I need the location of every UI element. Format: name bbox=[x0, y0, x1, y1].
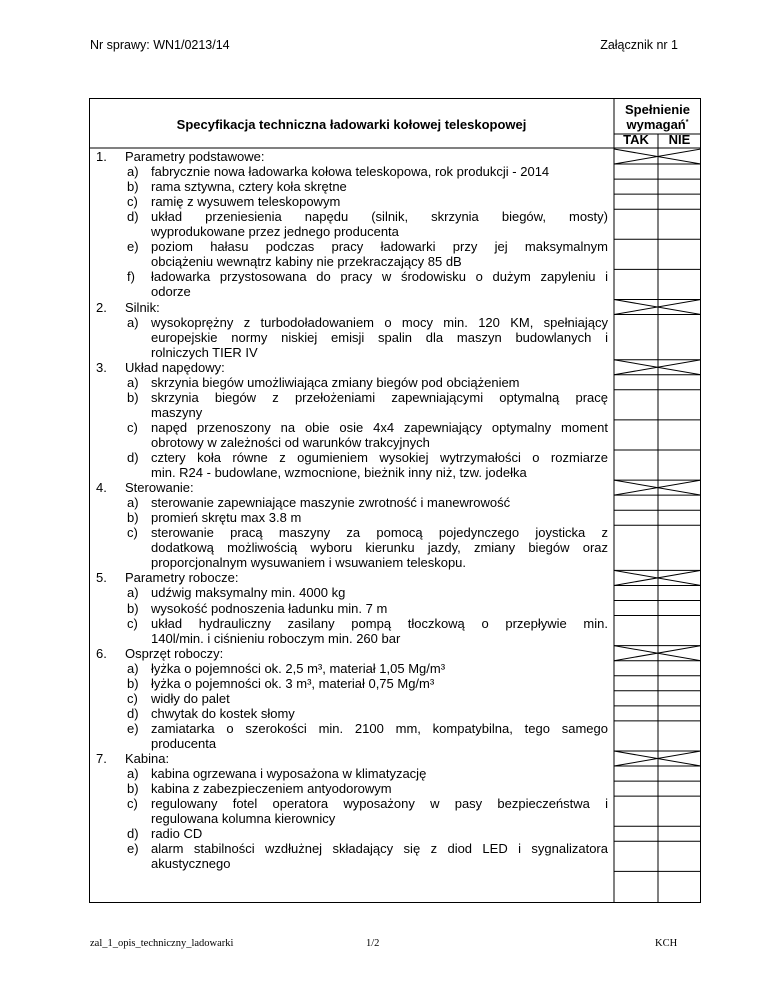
section-number: 4. bbox=[96, 480, 107, 496]
item-text-line: rolniczych TIER IV bbox=[151, 344, 258, 360]
item-text-line: skrzynia biegów umożliwiająca zmiany biegów pod obciążeniem bbox=[151, 374, 520, 390]
item-text-line: akustycznego bbox=[151, 856, 231, 872]
item-text-line: fabrycznie nowa ładowarka kołowa teleskopowa, rok produkcji - 2014 bbox=[151, 164, 550, 180]
section-title: Układ napędowy: bbox=[125, 359, 225, 375]
item-text-line: wyprodukowane przez jednego producenta bbox=[151, 224, 399, 240]
item-text-line: radio CD bbox=[151, 826, 203, 842]
item-letter: b) bbox=[127, 675, 139, 691]
item-text-line: poziom hałasu podczas pracy ładowarki przy jej maksymalnym bbox=[151, 239, 608, 255]
section-title: Silnik: bbox=[125, 299, 160, 315]
item-letter: b) bbox=[127, 510, 139, 526]
item-letter: a) bbox=[127, 766, 139, 782]
section-number: 1. bbox=[96, 149, 107, 164]
item-letter: a) bbox=[127, 585, 139, 601]
item-text-line: sterowanie zapewniające maszynie zwrotność i manewrowość bbox=[151, 495, 511, 511]
item-letter: a) bbox=[127, 164, 139, 180]
item-text-line: udźwig maksymalny min. 4000 kg bbox=[151, 585, 346, 601]
item-letter: a) bbox=[127, 374, 139, 390]
item-text-line: promień skrętu max 3.8 m bbox=[151, 510, 302, 526]
item-text-line: proporcjonalnym wysuwaniem i wsuwaniem teleskopu. bbox=[151, 555, 467, 571]
item-text-line: ramię z wysuwem teleskopowym bbox=[151, 194, 341, 210]
item-letter: a) bbox=[127, 660, 139, 676]
item-text-line: widły do palet bbox=[151, 690, 230, 706]
item-text-line: łyżka o pojemności ok. 3 m³, materiał 0,75 Mg/m³ bbox=[151, 675, 435, 691]
section-number: 7. bbox=[96, 751, 107, 766]
item-letter: b) bbox=[127, 600, 139, 616]
item-letter: d) bbox=[127, 705, 139, 721]
item-text-line: regulowany fotel operatora wyposażony w pasy bezpieczeństwa i bbox=[151, 796, 608, 812]
item-text-line: alarm stabilności wzdłużnej składający się z diod LED i sygnalizatora bbox=[151, 841, 608, 857]
item-text-line: kabina z zabezpieczeniem antyodorowym bbox=[151, 781, 392, 797]
tak-header: TAK bbox=[623, 132, 649, 147]
item-letter: b) bbox=[127, 179, 139, 195]
compliance-header-line1: Spełnienie bbox=[624, 102, 691, 117]
item-letter: f) bbox=[127, 269, 135, 285]
item-letter: e) bbox=[127, 841, 139, 857]
item-text-line: 140l/min. i ciśnieniu roboczym min. 260 bar bbox=[151, 630, 401, 646]
item-text-line: europejskie normy niskiej emisji spalin dla maszyn budowlanych i bbox=[151, 329, 608, 345]
section-number: 5. bbox=[96, 570, 107, 586]
item-text-line: skrzynia biegów z przełożeniami zapewniającymi optymalną pracę bbox=[151, 389, 608, 405]
item-text-line: wysokość podnoszenia ładunku min. 7 m bbox=[151, 600, 388, 616]
item-letter: e) bbox=[127, 239, 139, 255]
compliance-header-line2 bbox=[614, 117, 701, 132]
item-letter: c) bbox=[127, 796, 138, 812]
item-text-line: dodatkową możliwością wyboru kierunku jazdy, zmiany biegów oraz bbox=[151, 540, 608, 556]
item-text-line: obciążeniu wewnątrz kabiny nie przekraczający 85 dB bbox=[151, 254, 462, 270]
attachment-label: Załącznik nr 1 bbox=[600, 38, 678, 52]
section-number: 6. bbox=[96, 645, 107, 661]
item-letter: b) bbox=[127, 389, 139, 405]
item-letter: d) bbox=[127, 826, 139, 842]
item-text-line: układ przeniesienia napędu (silnik, skrzynia biegów, mosty) bbox=[151, 209, 608, 225]
item-text-line: cztery koła równe z ogumieniem wysokiej wytrzymałości o rozmiarze bbox=[151, 450, 608, 465]
item-text-line: układ hydrauliczny zasilany pompą tłoczkową o przepływie min. bbox=[151, 615, 608, 631]
footer-page-number: 1/2 bbox=[366, 938, 380, 949]
specification-table bbox=[89, 98, 701, 903]
item-text-line: wysokoprężny z turbodoładowaniem o mocy min. 120 KM, spełniający bbox=[151, 314, 608, 330]
table-title: Specyfikacja techniczna ładowarki kołowej teleskopowej bbox=[176, 117, 527, 132]
item-letter: d) bbox=[127, 450, 139, 465]
section-title: Kabina: bbox=[125, 751, 170, 766]
section-title: Osprzęt roboczy: bbox=[125, 645, 224, 661]
item-text-line: zamiatarka o szerokości min. 2100 mm, kompatybilna, tego samego bbox=[151, 720, 608, 736]
section-title: Sterowanie: bbox=[125, 480, 194, 496]
item-text-line: rama sztywna, cztery koła skrętne bbox=[151, 179, 347, 195]
section-number: 3. bbox=[96, 359, 107, 375]
item-text-line: sterowanie pracą maszyny za pomocą pojedynczego joysticka z bbox=[151, 525, 608, 541]
section-title: Parametry podstawowe: bbox=[125, 149, 265, 164]
item-text-line: obrotowy w zależności od warunków trakcyjnych bbox=[151, 434, 430, 450]
item-text-line: min. R24 - budowlane, wzmocnione, bieżnik inny niż, tzw. jodełka bbox=[151, 465, 527, 481]
item-text-line: maszyny bbox=[151, 404, 203, 420]
item-text-line: ładowarka przystosowana do pracy w środowisku o dużym zapyleniu i bbox=[151, 269, 608, 285]
item-letter: a) bbox=[127, 495, 139, 511]
item-letter: c) bbox=[127, 194, 138, 210]
case-number: Nr sprawy: WN1/0213/14 bbox=[90, 38, 230, 52]
footer-initials: KCH bbox=[655, 938, 678, 949]
item-letter: c) bbox=[127, 615, 138, 631]
item-text-line: odorze bbox=[151, 284, 191, 300]
item-letter: c) bbox=[127, 525, 138, 541]
item-letter: c) bbox=[127, 690, 138, 706]
item-letter: d) bbox=[127, 209, 139, 225]
item-text-line: regulowana kolumna kierownicy bbox=[151, 811, 336, 827]
item-text-line: producenta bbox=[151, 735, 217, 751]
item-letter: c) bbox=[127, 419, 138, 435]
item-text-line: napęd przenoszony na obie osie 4x4 zapewniający optymalny moment bbox=[151, 419, 608, 435]
nie-header: NIE bbox=[668, 132, 691, 147]
footnote-mark: * bbox=[685, 119, 689, 126]
compliance-header-text: wymagań bbox=[626, 117, 686, 132]
section-title: Parametry robocze: bbox=[125, 570, 239, 586]
item-letter: e) bbox=[127, 720, 139, 736]
item-letter: a) bbox=[127, 314, 139, 330]
item-text-line: chwytak do kostek słomy bbox=[151, 705, 295, 721]
section-number: 2. bbox=[96, 299, 107, 315]
footer-filename: zal_1_opis_techniczny_ladowarki bbox=[90, 938, 234, 949]
item-text-line: łyżka o pojemności ok. 2,5 m³, materiał 1,05 Mg/m³ bbox=[151, 660, 446, 676]
item-letter: b) bbox=[127, 781, 139, 797]
item-text-line: kabina ogrzewana i wyposażona w klimatyzację bbox=[151, 766, 427, 782]
